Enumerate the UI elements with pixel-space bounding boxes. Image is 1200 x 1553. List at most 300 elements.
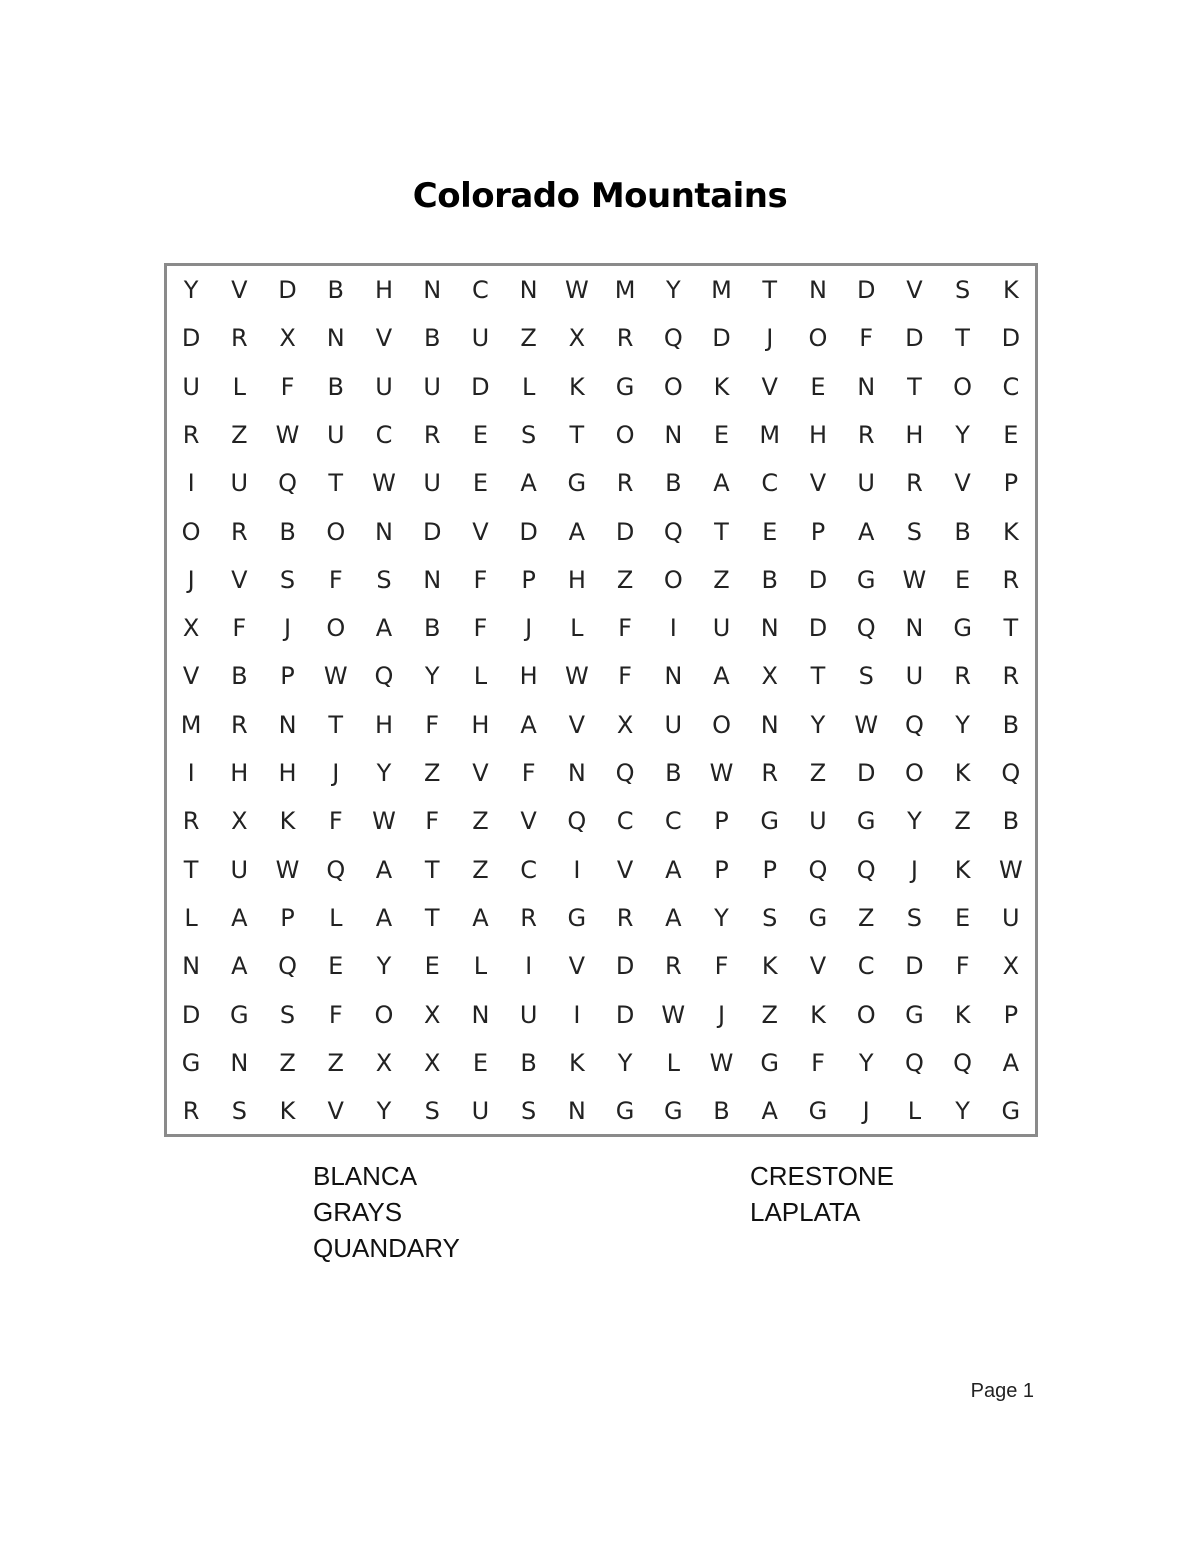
grid-cell: O [181,517,201,546]
grid-cell: X [1002,952,1020,981]
grid-cell: I [187,759,195,787]
grid-cell: Z [616,565,634,594]
grid-cell: X [568,324,586,353]
grid-cell: T [907,372,922,401]
grid-cell: G [905,1000,924,1029]
grid-cell: F [714,952,729,981]
grid-cell: G [615,372,635,401]
grid-cell: K [1002,517,1019,546]
grid-cell: S [906,517,923,546]
grid-cell: P [521,565,536,594]
grid-cell: E [1003,420,1019,449]
grid-cell: D [181,1000,201,1029]
grid-cell: F [425,710,440,739]
grid-cell: D [712,324,731,353]
grid-cell: D [808,614,828,643]
grid-cell: J [717,1000,726,1029]
grid-cell: E [810,372,826,401]
grid-cell: B [327,276,344,304]
grid-cell: P [1003,469,1019,498]
grid-cell: Y [810,710,826,739]
grid-cell: Z [520,324,537,353]
grid-cell: T [424,903,440,932]
grid-cell: Q [904,710,924,739]
grid-row [167,556,1035,604]
grid-cell: E [955,565,971,594]
grid-cell: S [279,1000,296,1029]
grid-cell: D [808,565,828,594]
grid-cell: O [615,420,635,449]
grid-cell: W [854,710,879,739]
grid-cell: F [618,614,632,643]
grid-cell: L [473,952,488,981]
grid-cell: A [665,903,682,932]
grid-cell: T [762,276,778,304]
grid-cell: N [760,614,779,643]
grid-cell: B [520,1048,537,1077]
grid-cell: N [664,662,683,691]
grid-cell: N [423,565,442,594]
grid-cell: L [329,903,343,932]
grid-cell: O [712,710,731,739]
grid-cell: D [615,1000,635,1029]
grid-cell: V [906,276,923,304]
grid-cell: X [375,1048,393,1077]
grid-row [167,701,1035,749]
grid-cell: H [567,565,586,594]
grid-cell: Q [326,855,346,884]
grid-cell: K [954,855,971,884]
grid-cell: V [182,662,200,691]
grid-cell: K [1002,276,1019,304]
grid-cell: U [1002,903,1020,932]
grid-cell: W [564,276,589,304]
grid-cell: B [327,372,344,401]
grid-cell: W [661,1000,686,1029]
grid-cell: Q [663,324,683,353]
grid-cell: Z [423,759,441,787]
grid-cell: U [809,807,827,836]
grid-row [167,942,1035,990]
grid-cell: J [525,614,533,643]
grid-cell: V [616,855,634,884]
grid-cell: L [232,372,247,401]
grid-cell: S [376,565,392,594]
grid-cell: B [665,469,682,498]
grid-cell: S [955,276,971,304]
grid-cell: O [663,565,683,594]
grid-cell: S [231,1097,247,1126]
grid-cell: V [231,565,248,594]
grid-cell: D [856,276,876,304]
page-number: Page 1 [970,1380,1034,1402]
grid-cell: F [473,565,488,594]
grid-cell: A [472,903,489,932]
grid-cell: W [372,469,396,498]
grid-cell: A [713,662,730,691]
grid-cell: R [1002,565,1020,594]
grid-cell: V [568,952,586,981]
grid-cell: N [567,1097,586,1126]
grid-cell: L [907,1097,922,1126]
letter-grid [167,266,1035,1134]
grid-cell: J [910,855,918,884]
grid-cell: A [761,1097,778,1126]
grid-row [167,991,1035,1039]
grid-cell: R [182,807,200,836]
grid-cell: V [568,710,586,739]
grid-cell: P [762,855,777,884]
grid-cell: O [953,372,973,401]
grid-cell: S [762,903,778,932]
grid-cell: E [472,1048,488,1077]
grid-cell: K [568,372,585,401]
grid-cell: A [520,710,537,739]
grid-row [167,411,1035,459]
grid-cell: F [859,324,874,353]
grid-cell: Y [955,710,970,739]
grid-cell: G [615,1097,635,1126]
grid-row [167,749,1035,797]
grid-cell: R [1002,662,1020,691]
grid-cell: A [857,517,875,546]
grid-cell: W [372,807,396,836]
grid-cell: D [856,759,876,787]
grid-cell: Y [183,276,199,304]
grid-cell: Q [278,952,297,981]
grid-cell: E [328,952,344,981]
grid-cell: J [187,565,195,594]
grid-cell: N [230,1048,249,1077]
grid-row [167,846,1035,894]
grid-cell: L [184,903,198,932]
grid-cell: E [472,420,488,449]
grid-cell: N [519,276,538,304]
grid-row [167,314,1035,362]
grid-cell: L [521,372,536,401]
grid-cell: R [664,952,682,981]
grid-cell: X [231,807,248,836]
grid-cell: A [665,855,682,884]
grid-cell: J [284,614,292,643]
grid-cell: M [711,276,732,304]
grid-cell: Z [472,855,489,884]
page-title: Colorado Mountains [412,176,788,216]
grid-cell: S [424,1097,440,1126]
grid-cell: N [182,952,201,981]
grid-cell: K [568,1048,585,1077]
grid-cell: D [519,517,538,546]
grid-cell: V [761,372,778,401]
grid-cell: L [570,614,584,643]
grid-cell: Z [857,903,875,932]
grid-cell: Y [424,662,440,691]
grid-cell: G [663,1097,683,1126]
grid-cell: A [520,469,537,498]
grid-cell: A [1002,1048,1020,1077]
grid-cell: C [375,420,393,449]
grid-cell: C [761,469,779,498]
grid-cell: W [709,759,734,787]
grid-cell: U [519,1000,538,1029]
grid-cell: R [230,517,248,546]
grid-cell: R [616,469,634,498]
grid-cell: T [955,324,970,353]
grid-cell: G [808,1097,828,1126]
grid-cell: R [857,420,875,449]
grid-cell: W [275,855,300,884]
grid-cell: M [180,710,202,739]
word-item: GRAYS [313,1197,403,1227]
grid-cell: N [857,372,876,401]
grid-cell: Y [907,807,922,836]
grid-cell: J [332,759,340,787]
grid-cell: W [709,1048,734,1077]
grid-cell: V [327,1097,344,1126]
grid-row [167,459,1035,507]
grid-cell: H [471,710,490,739]
grid-cell: Z [761,1000,778,1029]
grid-cell: R [761,759,779,787]
grid-cell: I [573,855,581,884]
word-item: BLANCA [313,1161,418,1191]
grid-row [167,797,1035,845]
grid-cell: C [520,855,538,884]
grid-row [167,894,1035,942]
grid-cell: K [279,1097,296,1126]
grid-cell: V [520,807,537,836]
grid-cell: C [1002,372,1020,401]
grid-cell: D [181,324,201,353]
grid-row [167,652,1035,700]
grid-cell: S [906,903,923,932]
grid-cell: U [664,710,683,739]
grid-cell: R [906,469,923,498]
grid-row [167,363,1035,411]
grid-cell: V [472,517,489,546]
grid-cell: Q [808,855,828,884]
grid-cell: I [669,614,677,643]
grid-cell: Q [904,1048,924,1077]
grid-cell: V [231,276,248,304]
grid-cell: O [808,324,828,353]
grid-cell: O [856,1000,876,1029]
grid-cell: K [954,759,971,787]
grid-cell: N [278,710,297,739]
grid-cell: Q [953,1048,973,1077]
grid-cell: W [564,662,589,691]
grid-cell: K [810,1000,826,1029]
grid-cell: T [569,420,585,449]
grid-cell: I [525,952,533,981]
grid-cell: G [808,903,828,932]
grid-cell: Y [376,759,392,787]
grid-cell: O [326,614,346,643]
grid-cell: D [905,324,924,353]
grid-cell: E [955,903,971,932]
grid-cell: O [663,372,683,401]
grid-cell: Q [856,855,876,884]
grid-cell: T [714,517,729,546]
grid-cell: S [521,1097,537,1126]
grid-row [167,1087,1035,1135]
grid-cell: Z [327,1048,344,1077]
grid-cell: T [328,469,344,498]
grid-cell: F [811,1048,825,1077]
grid-cell: B [279,517,296,546]
grid-cell: Q [663,517,683,546]
grid-cell: D [1001,324,1021,353]
grid-cell: Y [955,420,970,449]
grid-cell: A [568,517,586,546]
grid-cell: N [567,759,586,787]
grid-cell: X [423,1048,441,1077]
grid-cell: T [1003,614,1019,643]
grid-cell: E [762,517,778,546]
grid-cell: W [902,565,927,594]
grid-cell: D [278,276,297,304]
grid-cell: F [232,614,247,643]
grid-cell: R [520,903,537,932]
grid-cell: N [375,517,393,546]
grid-cell: G [953,614,972,643]
grid-cell: D [471,372,490,401]
grid-cell: U [712,614,731,643]
grid-cell: C [857,952,875,981]
grid-cell: Z [809,759,827,787]
grid-cell: H [808,420,827,449]
grid-cell: A [231,903,248,932]
grid-cell: U [230,855,249,884]
grid-cell: V [809,469,827,498]
grid-cell: Z [954,807,971,836]
grid-cell: Q [615,759,635,787]
grid-cell: G [230,1000,249,1029]
grid-cell: D [422,517,442,546]
grid-cell: X [279,324,296,353]
grid-cell: H [905,420,924,449]
grid-cell: Z [231,420,248,449]
grid-cell: H [519,662,538,691]
grid-cell: N [471,1000,490,1029]
grid-cell: Q [856,614,876,643]
grid-cell: F [955,952,970,981]
grid-cell: U [182,372,200,401]
grid-cell: S [858,662,874,691]
grid-cell: U [471,1097,490,1126]
grid-cell: G [856,565,876,594]
grid-row [167,508,1035,556]
grid-cell: F [328,565,343,594]
grid-cell: W [275,420,300,449]
grid-cell: B [423,614,441,643]
grid-cell: Q [278,469,297,498]
grid-cell: U [857,469,875,498]
grid-cell: W [323,662,348,691]
grid-cell: E [713,420,730,449]
grid-cell: N [760,710,779,739]
grid-cell: X [761,662,778,691]
grid-cell: R [182,420,200,449]
grid-cell: E [472,469,488,498]
grid-cell: F [280,372,295,401]
grid-cell: P [810,517,826,546]
grid-cell: F [425,807,440,836]
grid-cell: C [472,276,489,304]
grid-cell: Q [374,662,394,691]
grid-cell: T [424,855,440,884]
grid-cell: G [181,1048,201,1077]
grid-cell: G [760,1048,780,1077]
grid-cell: X [182,614,200,643]
grid-cell: U [471,324,490,353]
grid-cell: V [375,324,393,353]
grid-cell: R [230,324,248,353]
word-item: QUANDARY [313,1233,460,1263]
grid-cell: T [183,855,199,884]
grid-cell: Z [713,565,730,594]
grid-cell: R [954,662,971,691]
grid-cell: N [664,420,683,449]
grid-cell: N [905,614,924,643]
grid-cell: B [1002,710,1020,739]
grid-cell: H [374,710,393,739]
grid-cell: F [328,1000,343,1029]
word-item: LAPLATA [750,1197,861,1227]
grid-cell: F [521,759,536,787]
grid-cell: C [616,807,634,836]
grid-cell: S [521,420,537,449]
grid-cell: A [375,614,393,643]
grid-cell: P [714,855,729,884]
grid-cell: H [230,759,249,787]
grid-cell: Y [665,276,681,304]
grid-cell: R [230,710,248,739]
grid-row [167,1039,1035,1087]
grid-cell: R [616,324,634,353]
grid-cell: A [375,855,393,884]
grid-cell: H [278,759,297,787]
grid-cell: A [713,469,730,498]
grid-cell: O [326,517,346,546]
grid-cell: Q [1001,759,1021,787]
grid-row [167,266,1035,314]
grid-cell: A [231,952,248,981]
grid-cell: O [904,759,924,787]
grid-cell: U [905,662,924,691]
grid-cell: G [1001,1097,1021,1126]
word-item: CRESTONE [750,1161,894,1191]
grid-cell: K [954,1000,971,1029]
grid-cell: Y [617,1048,633,1077]
grid-cell: E [424,952,440,981]
grid-cell: Z [279,1048,296,1077]
grid-cell: N [423,276,442,304]
grid-cell: L [473,662,488,691]
grid-cell: Y [858,1048,874,1077]
grid-cell: T [810,662,826,691]
grid-cell: I [573,1000,581,1029]
grid-cell: B [423,324,441,353]
grid-cell: D [905,952,924,981]
grid-cell: S [279,565,296,594]
grid-cell: U [375,372,393,401]
grid-cell: G [760,807,780,836]
grid-cell: V [472,759,489,787]
grid-cell: Z [472,807,489,836]
grid-cell: D [615,517,635,546]
grid-cell: W [998,855,1023,884]
